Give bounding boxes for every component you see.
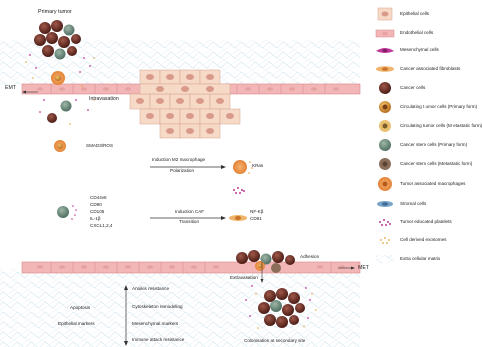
- immune-label: Immune attack resistance: [132, 337, 185, 342]
- marker-cxcl: CXCL1,2,4: [90, 223, 113, 228]
- legend-epithelial: Epithelial cells: [400, 11, 430, 16]
- legend-mesenchymal: Mesenchymal cells: [400, 47, 439, 52]
- legend-csc-primary: Cancer stem cells (Primary form): [400, 142, 468, 147]
- legend-macrophage: Tumor associated macrophages: [400, 181, 466, 186]
- nfkb-label: NF-Kβ: [250, 209, 264, 214]
- polarization-label: Polarization: [170, 168, 195, 173]
- transition-label: Transition: [179, 219, 199, 224]
- induction-caf-label: Induction CAF: [175, 209, 205, 214]
- adhesion-label: Adhesion: [300, 254, 320, 259]
- mesenchymal-markers-label: Mesenchymal markers: [132, 321, 179, 326]
- stromal-cell-icon: [377, 201, 393, 207]
- ecm-icon: [376, 255, 394, 263]
- legend-exosome: Cell derived exosomes: [400, 237, 447, 242]
- legend-csc-metastatic: Cancer stem cells (Metastatic form): [400, 161, 473, 166]
- cd81-label: CD81: [250, 216, 262, 221]
- legend-platelet: Tumor educated platelets: [400, 219, 452, 224]
- legend-ctc-metastatic: Circulating tumor cells (M etastatic form): [400, 123, 482, 128]
- ctc-metastatic-icon: [379, 120, 391, 132]
- fibroblast-icon: [376, 66, 394, 72]
- exosome-icon: [380, 237, 390, 244]
- legend-cancer: Cancer cells: [400, 85, 426, 90]
- caf-cell: [229, 215, 247, 221]
- met-label: MET: [358, 265, 369, 271]
- epithelial-cell-icon: [378, 8, 392, 20]
- mesenchymal-cell-icon: [376, 48, 394, 53]
- macrophage-icon: [378, 177, 392, 191]
- marker-cd105: CD105: [90, 209, 105, 214]
- anoikis-label: Anoikis resistance: [132, 286, 170, 291]
- legend-icons: [376, 8, 394, 263]
- endothelial-cell-icon: [376, 30, 394, 37]
- marker-cd44v6: CD44v6: [90, 195, 107, 200]
- cancer-cell-icon: [379, 82, 391, 94]
- stem-cell-markers-group: [57, 205, 77, 220]
- marker-il1b: IL-1β: [90, 216, 101, 221]
- primary-tumor-label: Primary tumor: [38, 9, 72, 15]
- ctc-primary-icon: [379, 101, 391, 113]
- extravasation-label: Extravasation: [230, 275, 258, 280]
- smad-cell-group: [54, 140, 66, 152]
- platelet-icon: [379, 219, 391, 226]
- cytoskeleton-label: Cytoskeleton remodeling: [132, 304, 183, 309]
- legend-ecm: Extra cellular matrix: [400, 256, 441, 261]
- legend-stromal: Stromal cells: [400, 201, 427, 206]
- kras-label: KRas: [252, 163, 264, 168]
- platelet-cluster-middle: [233, 187, 245, 194]
- tam-cell: [233, 160, 253, 174]
- csc-metastatic-icon: [379, 158, 391, 170]
- csc-primary-icon: [379, 139, 391, 151]
- smad-label: SMAD3/ROS: [86, 143, 114, 148]
- intravasation-label: Intravasation: [89, 96, 119, 102]
- legend-ctc-primary: Circulating t umor cells (Primary form): [400, 104, 478, 109]
- emt-label: EMT: [5, 85, 16, 91]
- legend-endothelial: Endothelial cells: [400, 30, 434, 35]
- induction-m2-label: Induction M2 macrophage: [152, 157, 206, 162]
- marker-cd90: CD90: [90, 202, 102, 207]
- blood-vessel-bottom: [22, 262, 360, 273]
- legend-fibroblast: Cancer associated fibroblasts: [400, 66, 461, 71]
- colonisation-label: Colonisation at secondary site: [244, 338, 306, 343]
- epithelial-markers-label: Epithelial markers: [58, 321, 95, 326]
- apoptosis-label: Apoptosis: [70, 305, 91, 310]
